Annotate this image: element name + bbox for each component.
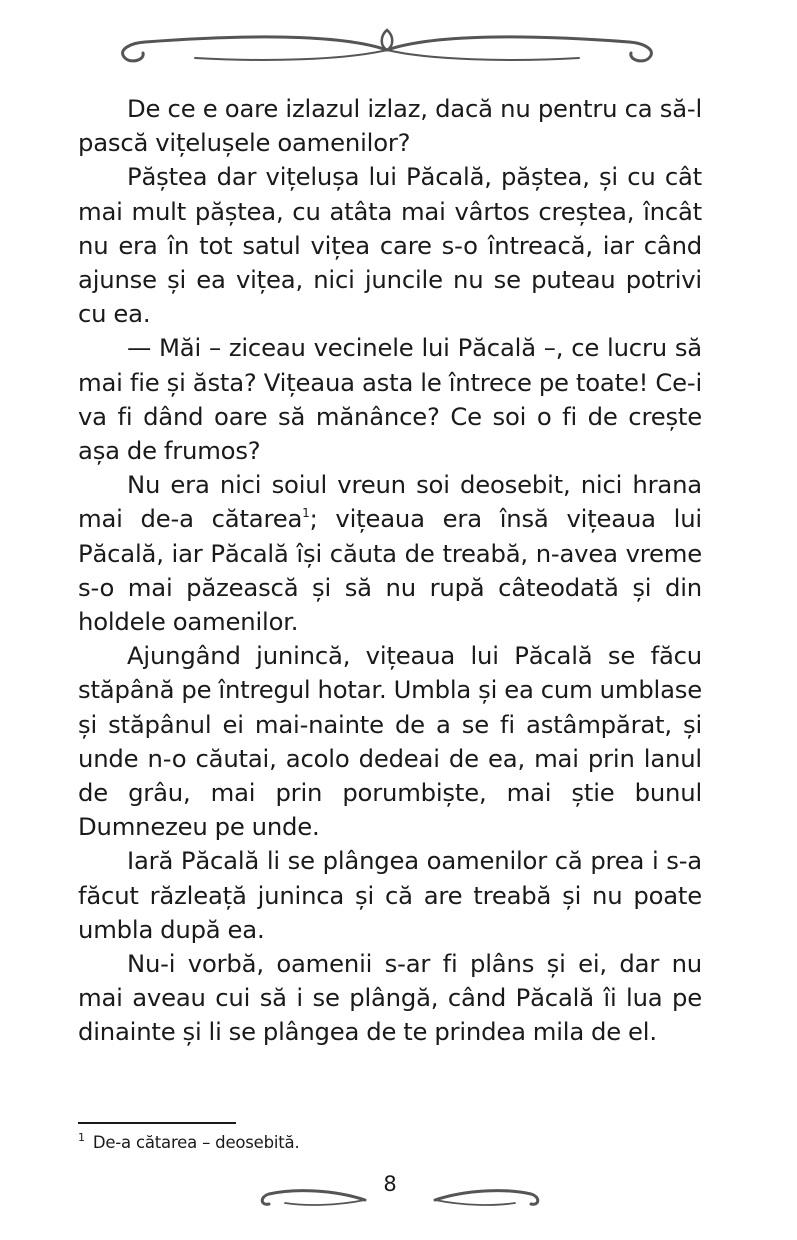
paragraph: Ajungând junincă, vițeaua lui Păcală se făcu stăpână pe întregul hotar. Umbla și ea cum umblase și stăpânul ei mai-nainte de a se fi astâmpărat, și unde n-o căutai, acolo dedeai de ea, mai prin lanul de grâu, mai prin porumbiște, mai știe bunul Dumnezeu pe unde. bbox=[78, 641, 702, 842]
paragraph: Iară Păcală li se plângea oamenilor că prea i s-a făcut răzleață juninca și că are treabă și nu poate umbla după ea. bbox=[78, 846, 702, 944]
footnote-reference: 1 bbox=[302, 506, 310, 521]
paragraph-with-footnote bbox=[78, 468, 702, 639]
paragraph: Păștea dar vițelușa lui Păcală, păștea, și cu cât mai mult păștea, cu atâta mai vârtos creștea, încât nu era în tot satul vițea care s-o întreacă, iar când ajunse și ea vițea, nici juncile nu se puteau potrivi cu ea. bbox=[78, 162, 702, 329]
paragraph-text: ; vițeaua era însă vițeaua lui Păcală, iar Păcală își căuta de treabă, n-avea vreme s-o mai păzească și să nu rupă câteodată și din holdele oamenilor. bbox=[78, 504, 702, 637]
footnote-separator bbox=[78, 1122, 236, 1124]
main-text bbox=[78, 92, 702, 1050]
page-number: 8 bbox=[383, 1172, 397, 1196]
footnote bbox=[78, 1132, 300, 1154]
footnote-text: De-a cătarea – deosebită. bbox=[92, 1133, 300, 1152]
paragraph-text: Nu era nici soiul vreun soi deosebit, nici hrana mai de-a cătarea bbox=[78, 470, 702, 534]
footnote-number: 1 bbox=[78, 1131, 85, 1144]
top-flourish-ornament bbox=[105, 22, 670, 74]
paragraph: — Măi – ziceau vecinele lui Păcală –, ce lucru să mai fie și ăsta? Vițeaua asta le întrece pe toate! Ce-i va fi dând oare să mănânce? Ce soi o fi de crește așa de frumos? bbox=[78, 333, 702, 466]
paragraph: De ce e oare izlazul izlaz, dacă nu pentru ca să-l pască vițelușele oamenilor? bbox=[78, 94, 702, 158]
paragraph: Nu-i vorbă, oamenii s-ar fi plâns și ei, dar nu mai aveau cui să i se plângă, când Păcală îi lua pe dinainte și li se plângea de te prindea mila de el. bbox=[78, 949, 702, 1047]
